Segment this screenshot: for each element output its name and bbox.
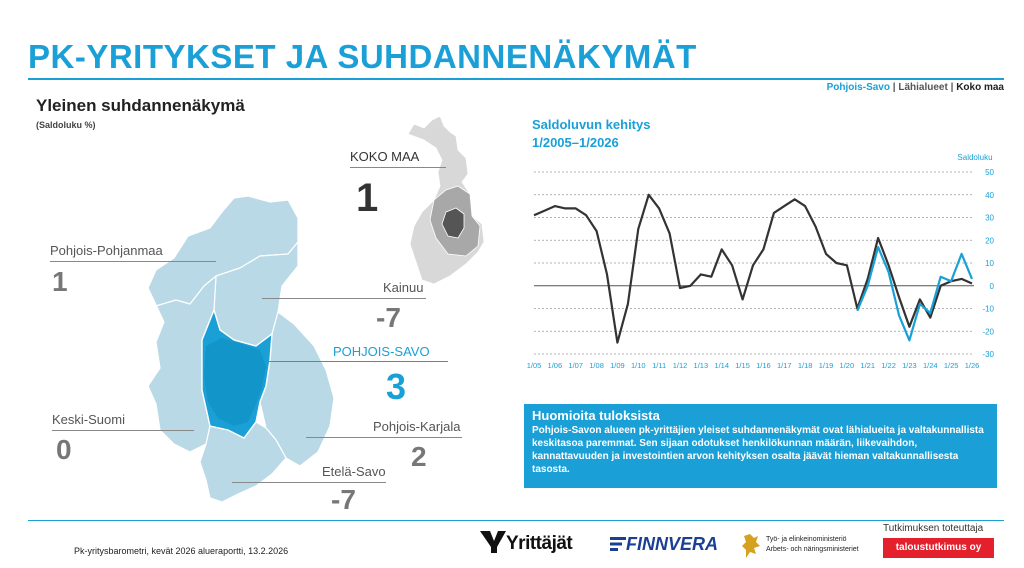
page-title: PK-YRITYKSET JA SUHDANNENÄKYMÄT	[28, 38, 697, 75]
x-tick-label: 1/24	[922, 361, 938, 370]
region-value-pohjois-pohjanmaa: 1	[52, 266, 68, 297]
region-label-pohjois-pohjanmaa: Pohjois-Pohjanmaa	[50, 243, 163, 258]
x-tick-label: 1/26	[964, 361, 980, 370]
leader-line	[306, 437, 462, 438]
region-label-keski-suomi: Keski-Suomi	[52, 412, 125, 427]
region-label-etela-savo: Etelä-Savo	[322, 464, 386, 479]
leader-line	[50, 261, 216, 262]
note-text: Pohjois-Savon alueen pk-yrittäjien yleiset suhdannenäkymät ovat lähialueita ja valtakunnallista keskitasoa paremmat. Sen sijaan odotukset henkilökunnan määrän, liikevaihdon, kannattavuuden ja investointien arvon kehityksen osalta jäävät hieman valtakunnallisesta tasosta.	[532, 425, 984, 475]
region-nav	[827, 82, 1004, 93]
x-tick-label: 1/12	[672, 361, 688, 370]
x-tick-label: 1/08	[589, 361, 604, 370]
region-label-koko-maa: KOKO MAA	[350, 149, 420, 164]
nav-separator: |	[950, 82, 954, 93]
region-label-kainuu: Kainuu	[383, 280, 424, 295]
x-tick-label: 1/14	[714, 361, 730, 370]
region-value-kainuu: -7	[376, 302, 401, 333]
x-tick-label: 1/11	[652, 361, 667, 370]
chart-title-line2: 1/2005–1/2026	[532, 135, 619, 150]
region-value-pohjois-savo: 3	[386, 366, 407, 407]
y-tick-label: 30	[985, 213, 994, 223]
leader-line	[262, 298, 426, 299]
y-tick-label: -20	[982, 327, 994, 337]
y-tick-label: 0	[989, 281, 994, 291]
line-chart	[520, 148, 1010, 380]
footer-source: Pk-yritysbarometri, kevät 2026 alueraportti, 13.2.2026	[74, 546, 289, 556]
y-tick-label: 50	[985, 168, 994, 177]
map-section-subtitle: (Saldoluku %)	[36, 120, 96, 130]
taloustutkimus-logo: taloustutkimus oy	[883, 538, 994, 558]
finnvera-logo-text: FINNVERA	[626, 534, 719, 554]
x-tick-label: 1/25	[943, 361, 959, 370]
yrittajat-logo-text: Yrittäjät	[506, 533, 573, 554]
y-axis-label: Saldoluku	[957, 153, 993, 162]
region-value-pohjois-karjala: 2	[411, 441, 427, 472]
leader-line-highlight	[268, 361, 448, 362]
x-tick-label: 1/06	[547, 361, 563, 370]
x-tick-label: 1/13	[693, 361, 709, 370]
finnvera-logo	[610, 530, 726, 558]
nav-separator: |	[892, 82, 896, 93]
yrittajat-logo-mark	[478, 529, 508, 555]
x-tick-label: 1/15	[735, 361, 750, 370]
x-tick-label: 1/18	[797, 361, 813, 370]
y-tick-label: 10	[985, 259, 994, 268]
region-value-koko-maa: 1	[356, 176, 379, 220]
nav-lahialueet[interactable]: Lähialueet	[898, 82, 948, 93]
footer-divider	[28, 520, 1004, 521]
results-note-box	[524, 404, 997, 488]
x-tick-label: 1/09	[610, 361, 625, 370]
x-tick-label: 1/16	[756, 361, 771, 370]
ministry-logo	[740, 532, 872, 560]
x-tick-label: 1/10	[630, 361, 646, 370]
y-tick-label: -10	[982, 304, 994, 314]
y-tick-label: 20	[985, 236, 994, 246]
region-value-etela-savo: -7	[331, 484, 356, 515]
finland-inset-map	[400, 112, 500, 290]
finnvera-logo-mark	[610, 537, 626, 551]
chart-title-line1: Saldoluvun kehitys	[532, 117, 651, 132]
nav-koko-maa[interactable]: Koko maa	[956, 82, 1004, 93]
research-provider-label: Tutkimuksen toteuttaja	[883, 523, 984, 534]
region-value-keski-suomi: 0	[56, 434, 72, 465]
leader-line	[232, 482, 386, 483]
y-tick-label: 40	[985, 190, 994, 200]
note-title: Huomioita tuloksista	[532, 408, 660, 423]
chart-title	[532, 116, 650, 152]
leader-line	[350, 167, 446, 168]
leader-line	[52, 430, 194, 431]
x-tick-label: 1/07	[568, 361, 584, 370]
lion-crest-icon	[740, 532, 762, 560]
region-label-pohjois-karjala: Pohjois-Karjala	[373, 419, 461, 434]
x-tick-label: 1/23	[902, 361, 917, 370]
x-tick-label: 1/20	[839, 361, 855, 370]
title-divider	[28, 78, 1004, 80]
ministry-name-fi: Työ- ja elinkeinoministeriö	[766, 536, 847, 543]
region-label-pohjois-savo: POHJOIS-SAVO	[333, 344, 430, 359]
ministry-name-sv: Arbets- och näringsministeriet	[766, 546, 859, 553]
y-tick-label: -30	[982, 350, 994, 359]
nav-pohjois-savo[interactable]: Pohjois-Savo	[826, 82, 890, 93]
region-map	[130, 190, 350, 510]
x-tick-label: 1/19	[818, 361, 834, 370]
yrittajat-logo	[478, 527, 594, 559]
x-tick-label: 1/21	[860, 361, 876, 370]
x-tick-label: 1/17	[776, 361, 792, 370]
series-line-pohjois-savo	[857, 247, 972, 340]
x-tick-label: 1/22	[881, 361, 896, 370]
map-section-title: Yleinen suhdannenäkymä	[36, 96, 245, 115]
series-line-koko-maa	[534, 195, 972, 343]
x-tick-label: 1/05	[526, 361, 542, 370]
